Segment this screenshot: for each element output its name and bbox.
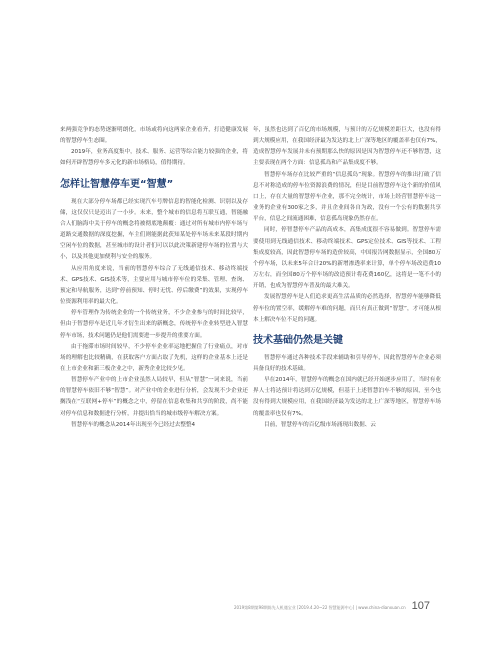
footer-source-line: 2019第8期第98期陈先人机遇宝业 [2019.4.20~22 智慧能源中心] | www.china-dianxuan.cn: [233, 605, 406, 610]
body-paragraph: 目前，智慧停车的百亿级市场涌现出数据、云: [264, 421, 376, 428]
body-paragraph: 智慧停车场存在比较严重的“信息孤岛”现象。智慧停车的推出打破了信息不对称造成的停车位资源浪费的情况，但是目前智慧停车这个新的价值风口上，存在大量的智慧停车企业，那不完全统计，市场上经营智慧停车这一业务的企业有300家之多，并且企业间各自为政，没有一个公有的数据共享平台，信息之间流通困难，信息孤岛现象仍然存在。: [253, 171, 441, 223]
page-footer: [150, 600, 430, 612]
body-paragraph: 由于拖滞市场时间较早，不少停车企业率运地把握住了行业痛点，对市场的理解也比较精确，在获取客户方面占取了先机，这样的企业基本上还是在上市企业和新三板企业之中，新秀企业比较少见。: [60, 343, 248, 372]
left-paragraphs-before: [60, 125, 248, 170]
body-paragraph: 早在2014年，智慧停车的概念在国内就已经开始逐步应用了，当时有业界人士将达预计将达到万亿规模，但基于上述智慧泊车不够的原因，至今也没有得到大规模应用，在我国经济最为发达的北上广深等地区，智慧停车场的覆盖率也仅有7%。: [253, 377, 441, 417]
page-number: 107: [411, 600, 430, 612]
body-paragraph: 同时，停智慧停车产品的高成本，高集成度很不容易做到。智慧停车需要使用到无线通信技术、移动终端技术、GPS定位技术、GIS等技术、工程集成度较高，因此智慧停车场的造价较高，中国报告网数据显示，全国80万个停车场，以未来5年合计20%的新增渗透率来计算，单个停车场改造费10万左右，而全国80万个停车场的改造预计将花费160亿，这将是一笔不小的开销，也成为智慧停车普及的最大难关。: [253, 227, 441, 290]
body-paragraph: 现在大部分停车场都已经实现汽车号牌信息的智能化检测、识别以及存储，这仅仅只是迈出了一小步。未来，整个城市的信息将互联互通，智能融合人们脑海中关于停车的概念将被彻底地颠覆：通过对所有城市内停车场与道路交通数据的深度挖掘，车主们则能据此获知某处停车场未来某段时期内空闲车位的数据，甚至城市的设计者们可以以此决策新建停车场的位置与大小，以及其他更加便利与安全的服务。: [60, 198, 248, 261]
right-column: [253, 125, 441, 431]
body-paragraph: 智慧停车的概念从2014年出现至今已经过去整整4: [71, 421, 196, 428]
body-paragraph: 年，虽然也达到了百亿的市场规模，与预计的万亿规模差距巨大，也没有得到大规模应用，在我国经济最为发达的北上广深等地区的覆盖率也仅有7%，造成智慧停车发展并未有预期那么快的原因是因为智慧停车还不够智慧，这主要表现在两个方面：信息孤岛和产品集成度不够。: [253, 127, 441, 167]
right-paragraphs-after: [253, 353, 441, 431]
body-paragraph: 停车管理作为传统企业的一个传统业务，不少企业参与的时间比较早，但由于智慧停车是近几年才衍生出来的新概念，传统停车企业转型进入智慧停车市场，技术问题仍是他们需要进一步提升的重要方面。: [60, 310, 248, 339]
body-paragraph: 发展智慧停车是人们追求更高生活品质的必然选择，智慧停车能够降低停车位的置空率，缓解停车难的问题，而只有真正做到“智慧”，才可能从根本上解决车位不足的问题。: [253, 294, 441, 323]
body-paragraph: 2019年，业务高度集中，技术、服务、运营等综合能力较强的企业，将如何开辟智慧停车多元化的新市场格局，值得期待。: [60, 149, 248, 167]
section-heading-smart-parking: 怎样让智慧停车更“智慧”: [60, 178, 174, 190]
left-column: [60, 125, 248, 431]
left-paragraphs-after: [60, 197, 248, 431]
body-paragraph: 智慧停车产业中的上市企业虽然人局较早，但从“智慧”一词来说，当前的智慧停车依旧不够“智慧”。对产业中的企业进行分析，会发现不少企业还搁浅在“互联网+停车”的概念之中，停留在信息收集和共享的阶段，尚不能对停车信息和数据进行分析，并提出恰当的城市级停车解决方案。: [60, 377, 248, 417]
body-paragraph: 从应用角度来说，当前的智慧停车综合了无线通信技术、移动终端技术、GPS技术、GIS技术等，主要应用与城市停车位的采集、管理、查询、预定和导航服务，达到“停前预知、停时无忧、停后缴费”的效果，实现停车位资源利用率的最大化。: [60, 265, 248, 306]
body-paragraph: 智慧停车通过各种技术手段来辅助和引导停车，因此智慧停车企业必须具备良好的技术基础。: [253, 354, 441, 372]
body-paragraph: 来两强竞争的态势逐渐明朗化，市场或将向这两家企业看齐，打造健康发展的智慧停车生态圈。: [60, 127, 248, 145]
right-paragraphs-before: [253, 125, 441, 326]
section-heading-technology-basis: 技术基础仍然是关键: [253, 334, 343, 346]
